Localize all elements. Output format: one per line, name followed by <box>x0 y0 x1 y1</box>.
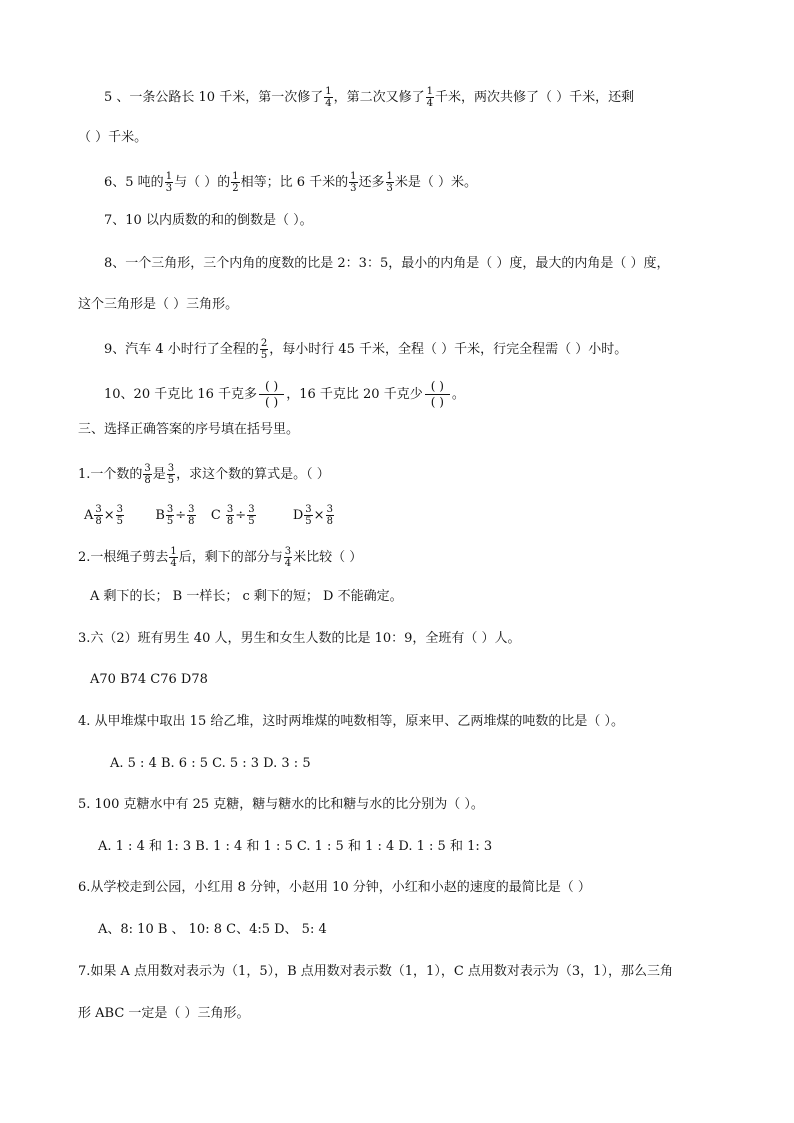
fraction: $\frac{3}{4}$ <box>284 546 292 569</box>
question-6: 6、5 吨的 $\frac{1}{3}$ 与（ ）的 $\frac{1}{2}$ 相等；比 6 千米的 $\frac{1}{3}$ 还多 $\frac{1}{3}$ 米是（ ）米。 <box>104 171 478 194</box>
blank-fraction: $\frac{( )}{( )}$ <box>259 379 284 410</box>
choice-options-1 <box>84 504 335 527</box>
fraction: $\frac{1}{4}$ <box>426 86 433 109</box>
choice-options-6: A、8: 10 B 、 10: 8 C、4:5 D、 5: 4 <box>98 922 327 937</box>
option-b: B $\frac{3}{5}$ ÷ $\frac{3}{8}$ <box>155 504 195 527</box>
question-9: 9、汽车 4 小时行了全程的 $\frac{2}{5}$ ，每小时行 45 千米，全程（ ）千米，行完全程需（ ）小时。 <box>104 338 628 361</box>
fraction: $\frac{1}{4}$ <box>170 546 177 569</box>
fraction: $\frac{3}{5}$ <box>167 463 175 486</box>
choice-options-4: A. 5 : 4 B. 6 : 5 C. 5 : 3 D. 3 : 5 <box>110 756 311 771</box>
question-8-line-2: 这个三角形是（ ）三角形。 <box>78 297 239 312</box>
fraction: $\frac{2}{5}$ <box>260 338 268 361</box>
choice-question-4: 4. 从甲堆煤中取出 15 给乙堆，这时两堆煤的吨数相等，原来甲、乙两堆煤的吨数的比是（ ）。 <box>78 714 624 729</box>
question-8-line-1: 8、一个三角形，三个内角的度数的比是 2：3：5，最小的内角是（ ）度，最大的内角是（ ）度， <box>104 256 670 271</box>
choice-options-5: A. 1 : 4 和 1: 3 B. 1 : 4 和 1 : 5 C. 1 : 5 和 1 : 4 D. 1 : 5 和 1: 3 <box>98 839 493 854</box>
option-d: D $\frac{3}{5}$ × $\frac{3}{8}$ <box>292 504 333 527</box>
fraction: $\frac{1}{3}$ <box>165 171 173 194</box>
fraction: $\frac{1}{3}$ <box>350 171 357 194</box>
fraction: $\frac{1}{4}$ <box>325 86 332 109</box>
choice-options-3: A70 B74 C76 D78 <box>90 672 208 687</box>
blank-fraction: $\frac{( )}{( )}$ <box>425 379 450 410</box>
question-7: 7、10 以内质数的和的倒数是（ ）。 <box>104 213 313 228</box>
question-5-line-2: （ ）千米。 <box>78 130 148 145</box>
option-c: C $\frac{3}{8}$ ÷ $\frac{3}{5}$ <box>210 504 255 527</box>
choice-question-1: 1.一个数的 $\frac{3}{8}$ 是 $\frac{3}{5}$ ，求这个数的算式是。（ ） <box>78 463 330 486</box>
choice-options-2: A 剩下的长； B 一样长； c 剩下的短； D 不能确定。 <box>90 589 403 604</box>
choice-question-3: 3.六（2）班有男生 40 人，男生和女生人数的比是 10：9，全班有（ ）人。 <box>78 631 521 646</box>
fraction: $\frac{3}{8}$ <box>144 463 151 486</box>
choice-question-7-line-1: 7.如果 A 点用数对表示为（1，5），B 点用数对表示数（1，1），C 点用数对表示为（3，1），那么三角 <box>78 964 673 979</box>
question-5-line-1: 5 、一条公路长 10 千米，第一次修了 $\frac{1}{4}$ ，第二次又修了 $\frac{1}{4}$ 千米，两次共修了（ ）千米，还剩 <box>104 86 635 109</box>
choice-question-6: 6.从学校走到公园，小红用 8 分钟，小赵用 10 分钟，小红和小赵的速度的最简比是（ ） <box>78 880 591 895</box>
option-a: A $\frac{3}{8}$ × $\frac{3}{5}$ <box>84 504 124 527</box>
fraction: $\frac{1}{2}$ <box>232 171 239 194</box>
fraction: $\frac{1}{3}$ <box>386 171 393 194</box>
section-title: 三、选择正确答案的序号填在括号里。 <box>78 422 300 437</box>
choice-question-5: 5. 100 克糖水中有 25 克糖，糖与糖水的比和糖与水的比分别为（ ）。 <box>78 797 484 812</box>
choice-question-7-line-2: 形 ABC 一定是（ ）三角形。 <box>78 1006 250 1021</box>
question-10: 10、20 千克比 16 千克多 $\frac{( )}{( )}$ ，16 千克比 20 千克少 $\frac{( )}{( )}$ 。 <box>104 379 465 409</box>
choice-question-2: 2.一根绳子剪去 $\frac{1}{4}$ 后，剩下的部分与 $\frac{3}{4}$ 米比较（ ） <box>78 546 363 569</box>
